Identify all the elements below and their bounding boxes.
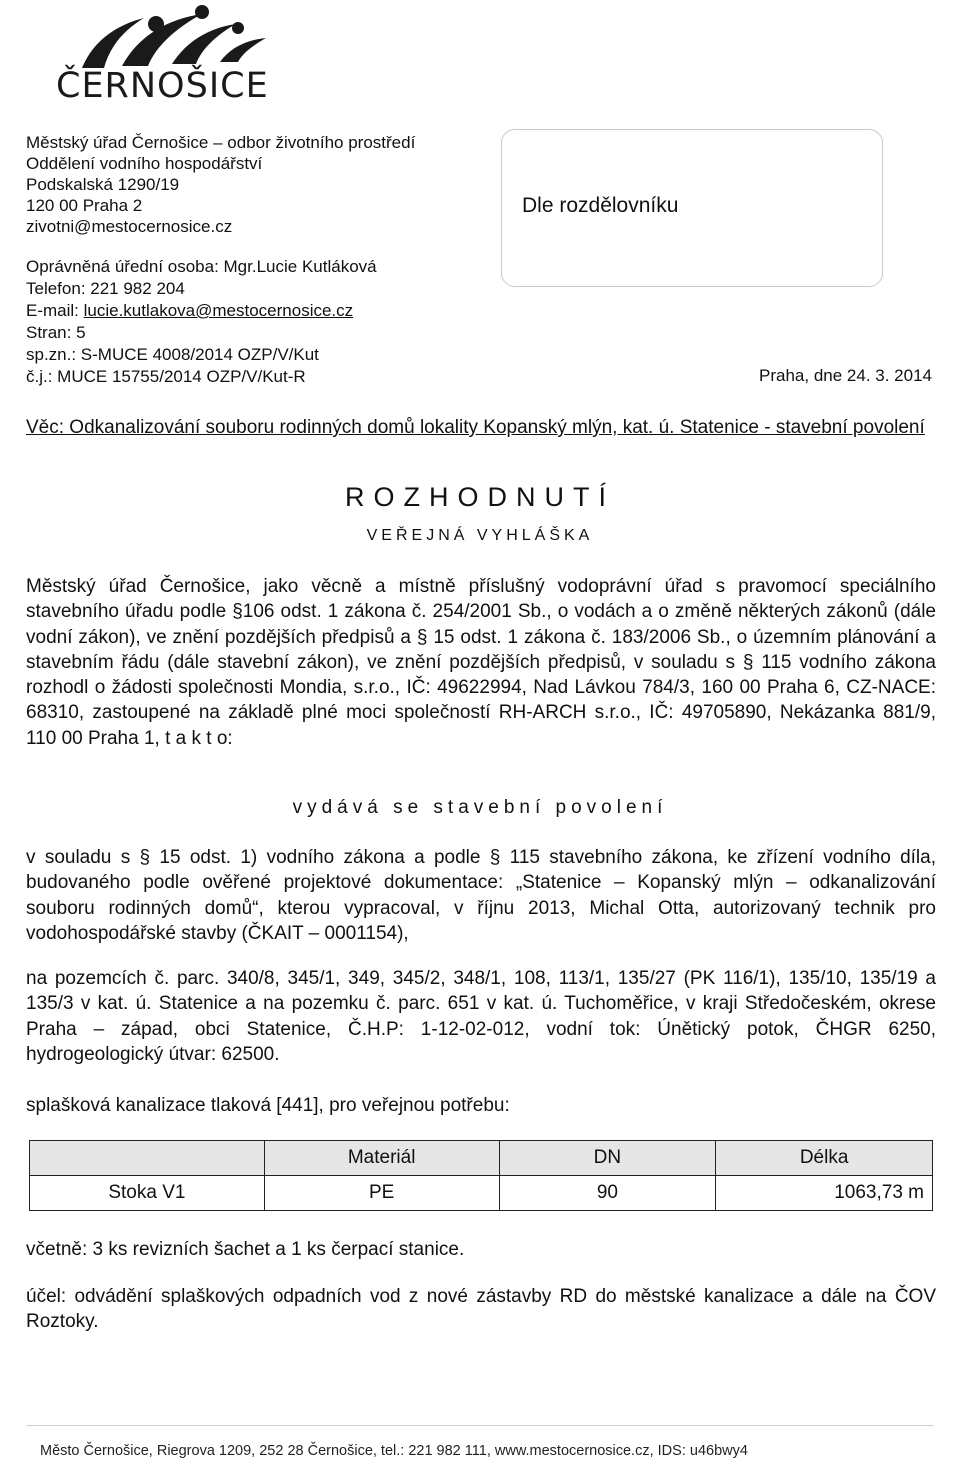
table-header: DN (499, 1141, 716, 1176)
footer-divider (26, 1425, 934, 1426)
table-row (30, 1176, 933, 1211)
file-number: sp.zn.: S-MUCE 4008/2014 OZP/V/Kut (26, 345, 319, 364)
pipe-table (29, 1140, 933, 1211)
email-row (26, 300, 377, 322)
decision-intro: Městský úřad Černošice, jako věcně a místně příslušný vodoprávní úřad s pravomocí speciálního stavebního úřadu podle §106 odst. 1 zákona č. 254/2001 Sb., o vodách a o změně některých zákonů (dále vodní zákon), ve znění pozdějších předpisů a § 15 odst. 1 zákona č. 183/2006 Sb., o územním plánování a stavebním řádu (dále stavební zákon), ve znění pozdějších předpisů, v souladu s § 115 vodního zákona rozhodl o žádosti společnosti Mondia, s.r.o., IČ: 49622994, Nad Lávkou 784/3, 160 00 Praha 6, CZ-NACE: 68310, zastoupené na základě plné moci společností RH-ARCH s.r.o., IČ: 49705890, Nekázanka 881/9, 110 00 Praha 1, t a k t o: (26, 576, 936, 749)
sender-line: 120 00 Praha 2 (26, 196, 143, 215)
official-person: Oprávněná úřední osoba: Mgr.Lucie Kutláková (26, 257, 377, 276)
sender-line: Oddělení vodního hospodářství (26, 154, 263, 173)
sender-email[interactable]: zivotni@mestocernosice.cz (26, 217, 233, 236)
email-link[interactable]: lucie.kutlakova@mestocernosice.cz (83, 301, 354, 320)
reference-number: č.j.: MUCE 15755/2014 OZP/V/Kut-R (26, 367, 306, 386)
table-cell: PE (264, 1176, 499, 1211)
table-cell: 90 (499, 1176, 716, 1211)
recipient-box (501, 129, 883, 287)
phone: Telefon: 221 982 204 (26, 279, 185, 298)
table-header (30, 1141, 265, 1176)
contact-block (26, 256, 377, 388)
includes: včetně: 3 ks revizních šachet a 1 ks čerpací stanice. (26, 1239, 465, 1260)
recipient: Dle rozdělovníku (522, 194, 679, 217)
document-heading: ROZHODNUTÍ (345, 482, 615, 512)
document-subheading: VEŘEJNÁ VYHLÁŠKA (366, 527, 594, 544)
place-date: Praha, dne 24. 3. 2014 (759, 366, 932, 385)
hands-logo-icon (52, 4, 282, 70)
table-header: Délka (716, 1141, 933, 1176)
table-header: Materiál (264, 1141, 499, 1176)
logo-text: ČERNOŠICE (56, 66, 269, 106)
sewer-type: splašková kanalizace tlaková [441], pro veřejnou potřebu: (26, 1095, 510, 1116)
decision-statement: vydává se stavební povolení (292, 797, 668, 818)
sender-address (26, 132, 415, 237)
email-label: E-mail: (26, 301, 84, 320)
subject: Věc: Odkanalizování souboru rodinných domů lokality Kopanský mlýn, kat. ú. Statenice - stavební povolení (26, 417, 925, 438)
footer: Město Černošice, Riegrova 1209, 252 28 Černošice, tel.: 221 982 111, www.mestocernosice.cz, IDS: u46bwy4 (40, 1443, 748, 1459)
table-cell: 1063,73 m (716, 1176, 933, 1211)
sender-line: Městský úřad Černošice – odbor životního prostředí (26, 133, 416, 152)
page-count: Stran: 5 (26, 323, 86, 342)
table-header-row (30, 1141, 933, 1176)
purpose: účel: odvádění splaškových odpadních vod z nové zástavby RD do městské kanalizace a dále na ČOV Roztoky. (26, 1286, 936, 1333)
table-cell: Stoka V1 (30, 1176, 265, 1211)
parcels: na pozemcích č. parc. 340/8, 345/1, 349, 345/2, 348/1, 108, 113/1, 135/27 (PK 116/1), 135/10, 135/19 a 135/3 v kat. ú. Statenice a na pozemku č. parc. 651 v kat. ú. Tuchoměřice, v kraji Středočeském, okrese Praha – západ, obci Statenice, Č.H.P: 1-12-02-012, vodní tok: Únětický potok, ČHGR 6250, hydrogeologický útvar: 62500. (26, 968, 936, 1065)
decision-scope: v souladu s § 15 odst. 1) vodního zákona a podle § 115 stavebního zákona, ke zřízení vodního díla, budovaného podle ověřené projektové dokumentace: „Statenice – Kopanský mlýn – odkanalizování souboru rodinných domů“, kterou vypracoval, v říjnu 2013, Michal Otta, autorizovaný technik pro vodohospodářské stavby (ČKAIT – 0001154), (26, 847, 936, 944)
sender-line: Podskalská 1290/19 (26, 175, 180, 194)
